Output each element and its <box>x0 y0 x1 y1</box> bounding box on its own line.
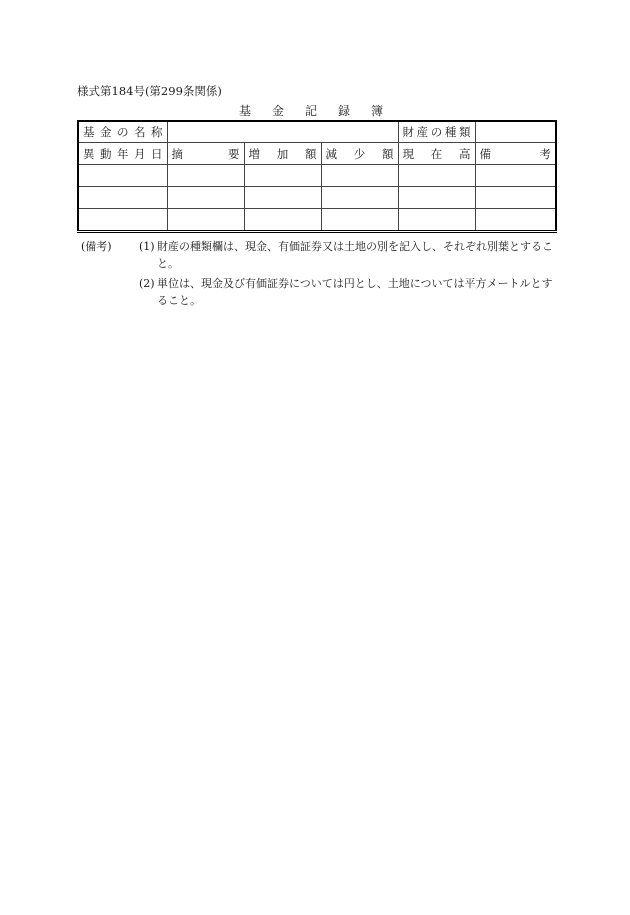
fund-name-field[interactable] <box>167 121 398 143</box>
cell-increase-amount[interactable] <box>244 209 321 232</box>
cell-change-date[interactable] <box>78 209 167 232</box>
cell-description[interactable] <box>167 165 244 187</box>
cell-change-date[interactable] <box>78 165 167 187</box>
header-remarks: 備考 <box>475 143 556 165</box>
form-number-label: 様式第184号(第299条関係) <box>77 84 222 98</box>
fund-record-table <box>77 120 557 233</box>
cell-description[interactable] <box>167 187 244 209</box>
cell-current-balance[interactable] <box>398 187 475 209</box>
fund-info-row <box>78 121 556 143</box>
table-row <box>78 209 556 232</box>
table-row <box>78 165 556 187</box>
header-change-date: 異動年月日 <box>78 143 167 165</box>
cell-decrease-amount[interactable] <box>321 187 398 209</box>
cell-remarks[interactable] <box>475 187 556 209</box>
cell-remarks[interactable] <box>475 165 556 187</box>
note-number: (2) <box>139 277 155 290</box>
notes-heading: (備考) <box>81 240 112 253</box>
table-row <box>78 187 556 209</box>
property-type-field[interactable] <box>475 121 556 143</box>
cell-decrease-amount[interactable] <box>321 165 398 187</box>
column-header-row <box>78 143 556 165</box>
cell-current-balance[interactable] <box>398 165 475 187</box>
note-text: 財産の種類欄は、現金、有価証券又は土地の別を記入し、それぞれ別葉とすること。 <box>157 240 553 270</box>
header-description: 摘要 <box>167 143 244 165</box>
property-type-label: 財産の種類 <box>398 121 475 143</box>
cell-current-balance[interactable] <box>398 209 475 232</box>
cell-increase-amount[interactable] <box>244 165 321 187</box>
cell-increase-amount[interactable] <box>244 187 321 209</box>
note-text: 単位は、現金及び有価証券については円とし、土地については平方メートルとすること。 <box>157 277 553 307</box>
cell-description[interactable] <box>167 209 244 232</box>
cell-remarks[interactable] <box>475 209 556 232</box>
cell-change-date[interactable] <box>78 187 167 209</box>
fund-name-label: 基金の名称 <box>78 121 167 143</box>
header-current-balance: 現在高 <box>398 143 475 165</box>
cell-decrease-amount[interactable] <box>321 209 398 232</box>
note-number: (1) <box>139 240 155 253</box>
page-title: 基金記録簿 <box>239 104 405 118</box>
header-increase-amount: 増加額 <box>244 143 321 165</box>
header-decrease-amount: 減少額 <box>321 143 398 165</box>
